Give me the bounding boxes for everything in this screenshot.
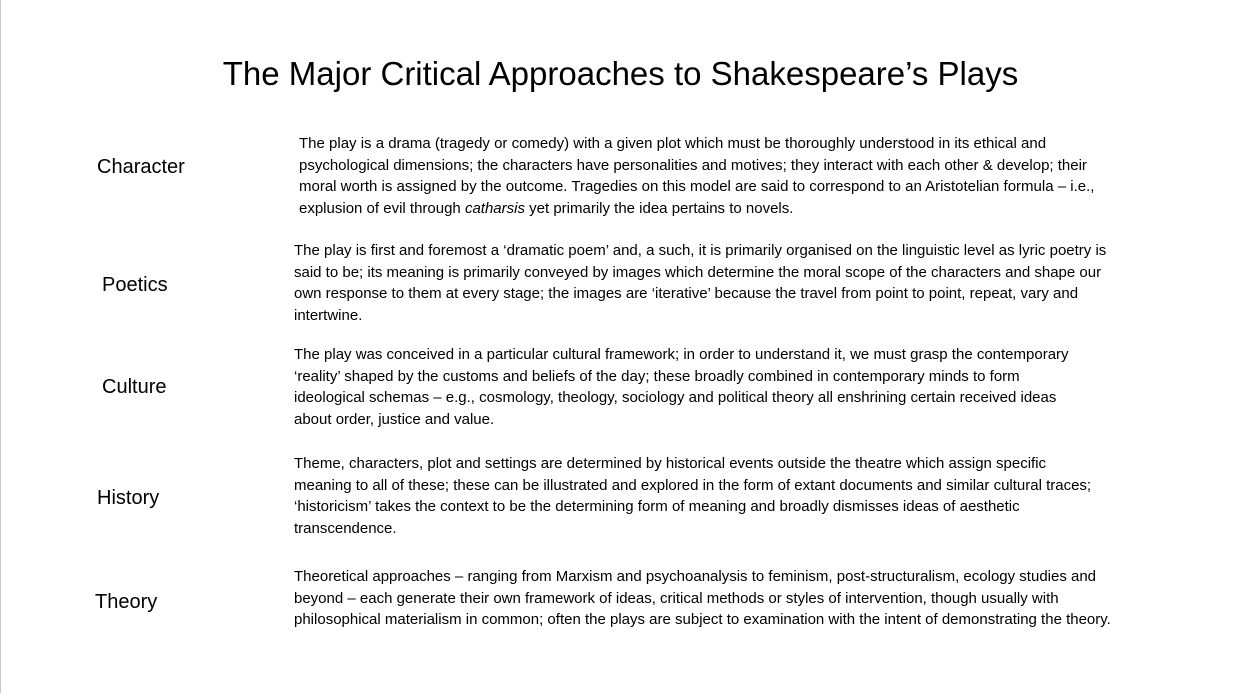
approach-label-culture: Culture: [102, 376, 167, 398]
approach-description-character: [299, 133, 1109, 219]
approach-label-poetics: Poetics: [102, 274, 168, 296]
approach-description-history: Theme, characters, plot and settings are determined by historical events outside the theatre which assign specific meaning to all of these; these can be illustrated and explored in the form of extant documents and similar cultural traces; ‘historicism’ takes the context to be the determining form of meaning and broadly dismisses ideas of aesthetic transcendence.: [294, 455, 1092, 537]
approach-description-poetics: The play is first and foremost a ‘dramatic poem’ and, a such, it is primarily organised on the linguistic level as lyric poetry is said to be; its meaning is primarily conveyed by images which determine the moral scope of the characters and shape our own response to them at every stage; the images are ‘iterative’ because the travel from point to point, repeat, vary and intertwine.: [294, 242, 1107, 324]
approach-description-character-part1: The play is a drama (tragedy or comedy) with a given plot which must be thoroughly understood in its ethical and psychological dimensions; the characters have personalities and motives; they interact with each other & develop; their moral worth is assigned by the outcome. Tragedies on this model are said to correspond to an Aristotelian formula – i.e., explusion of evil through: [299, 135, 1095, 217]
approach-description-character-part2: yet primarily the idea pertains to novels.: [524, 199, 794, 217]
approach-label-history: History: [97, 487, 160, 509]
approach-description-theory: Theoretical approaches – ranging from Marxism and psychoanalysis to feminism, post-structuralism, ecology studies and beyond – each generate their own framework of ideas, critical methods or styles of intervention, though usually with philosophical materialism in common; often the plays are subject to examination with the intent of demonstrating the theory.: [294, 568, 1111, 629]
approach-description-culture: The play was conceived in a particular cultural framework; in order to understand it, we must grasp the contemporary ‘reality’ shaped by the customs and beliefs of the day; these broadly combined in contemporary minds to form ideological schemas – e.g., cosmology, theology, sociology and political theory all enshrining certain received ideas about order, justice and value.: [294, 346, 1069, 428]
catharsis-emphasis: catharsis: [464, 199, 525, 217]
slide-title: The Major Critical Approaches to Shakespeare’s Plays: [222, 55, 1019, 92]
slide-border: [0, 0, 1, 693]
approach-label-character: Character: [97, 156, 185, 178]
approach-label-theory: Theory: [95, 591, 158, 613]
